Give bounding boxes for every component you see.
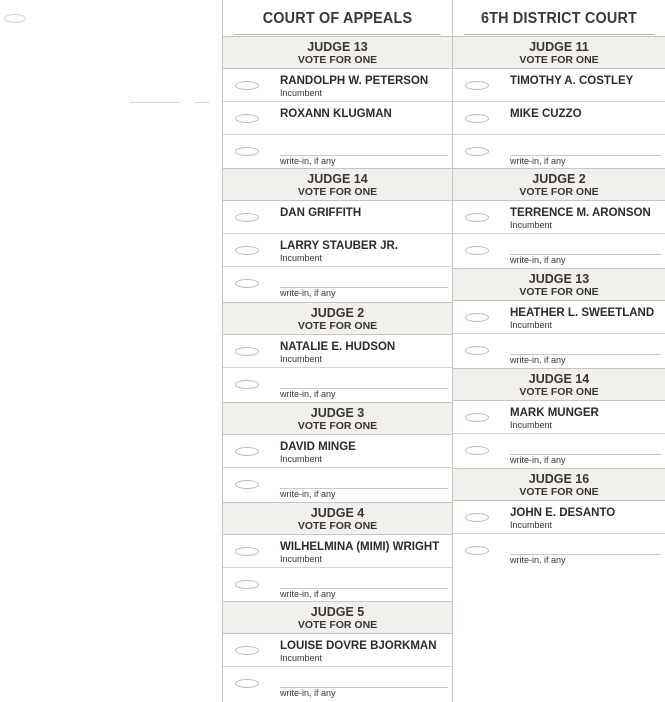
write-in-label: write-in, if any — [510, 555, 566, 565]
office-title: JUDGE 16 — [528, 472, 590, 486]
candidate-name: MIKE CUZZO — [510, 108, 582, 120]
write-in-label: write-in, if any — [510, 455, 566, 465]
race-header — [223, 402, 452, 435]
office-title: JUDGE 11 — [529, 40, 589, 54]
candidate-name: TIMOTHY A. COSTLEY — [510, 75, 634, 87]
write-in-oval[interactable] — [235, 380, 259, 389]
stray-line-mark — [130, 102, 180, 103]
write-in-oval[interactable] — [235, 679, 259, 688]
vote-for-instruction: VOTE FOR ONE — [297, 420, 378, 432]
write-in-label: write-in, if any — [280, 288, 336, 298]
race-header — [223, 36, 452, 69]
vote-oval[interactable] — [235, 114, 259, 123]
candidate-row — [453, 201, 665, 234]
office-title: JUDGE 5 — [310, 605, 365, 619]
candidate-row — [453, 401, 665, 434]
write-in-label: write-in, if any — [280, 589, 336, 599]
vote-oval[interactable] — [235, 447, 259, 456]
write-in-oval[interactable] — [465, 147, 489, 156]
candidate-row — [223, 234, 452, 267]
write-in-row — [223, 368, 452, 401]
incumbent-label: Incumbent — [280, 354, 323, 364]
incumbent-label: Incumbent — [280, 88, 323, 98]
write-in-oval[interactable] — [465, 246, 489, 255]
write-in-row — [453, 534, 665, 567]
candidate-name: ROXANN KLUGMAN — [280, 108, 392, 120]
race-header — [223, 601, 452, 634]
candidate-row — [223, 435, 452, 468]
vote-for-instruction: VOTE FOR ONE — [297, 186, 378, 198]
office-title: JUDGE 13 — [528, 272, 590, 286]
candidate-name: DAN GRIFFITH — [280, 207, 362, 219]
write-in-row — [223, 468, 452, 501]
incumbent-label: Incumbent — [280, 253, 323, 263]
race-header — [453, 468, 665, 501]
candidate-name: JOHN E. DESANTO — [510, 507, 616, 519]
race-header — [223, 302, 452, 335]
district-court-column — [453, 0, 665, 702]
write-in-row — [453, 135, 665, 168]
write-in-oval[interactable] — [465, 546, 489, 555]
vote-oval[interactable] — [235, 246, 259, 255]
write-in-row — [453, 334, 665, 367]
vote-oval[interactable] — [465, 513, 489, 522]
incumbent-label: Incumbent — [510, 520, 553, 530]
vote-for-instruction: VOTE FOR ONE — [297, 619, 378, 631]
write-in-label: write-in, if any — [510, 255, 566, 265]
vote-for-instruction: VOTE FOR ONE — [519, 186, 599, 198]
write-in-row — [223, 568, 452, 601]
candidate-name: LARRY STAUBER JR. — [280, 240, 398, 252]
candidate-name: TERRENCE M. ARONSON — [510, 207, 651, 219]
race-header — [223, 168, 452, 201]
candidate-name: DAVID MINGE — [280, 441, 356, 453]
candidate-row — [223, 102, 452, 135]
candidate-row — [223, 335, 452, 368]
vote-for-instruction: VOTE FOR ONE — [519, 286, 599, 298]
vote-for-instruction: VOTE FOR ONE — [297, 320, 378, 332]
vote-for-instruction: VOTE FOR ONE — [297, 520, 378, 532]
write-in-oval[interactable] — [465, 346, 489, 355]
vote-oval[interactable] — [465, 114, 489, 123]
incumbent-label: Incumbent — [280, 554, 323, 564]
vote-for-instruction: VOTE FOR ONE — [519, 386, 599, 398]
race-header — [223, 502, 452, 535]
write-in-oval[interactable] — [235, 580, 259, 589]
candidate-row — [223, 634, 452, 667]
race-header — [453, 268, 665, 301]
race-header — [453, 368, 665, 401]
vote-for-instruction: VOTE FOR ONE — [519, 54, 599, 66]
vote-oval[interactable] — [235, 547, 259, 556]
write-in-row — [223, 667, 452, 700]
write-in-row — [453, 434, 665, 467]
column-title: COURT OF APPEALS — [234, 0, 440, 35]
candidate-row — [453, 69, 665, 102]
office-title: JUDGE 4 — [310, 506, 365, 520]
candidate-name: NATALIE E. HUDSON — [280, 341, 396, 353]
candidate-row — [223, 535, 452, 568]
candidate-row — [223, 69, 452, 102]
candidate-row — [223, 201, 452, 234]
incumbent-label: Incumbent — [280, 653, 323, 663]
incumbent-label: Incumbent — [280, 454, 323, 464]
vote-oval[interactable] — [235, 646, 259, 655]
office-title: JUDGE 14 — [528, 372, 590, 386]
vote-oval[interactable] — [465, 413, 489, 422]
race-header — [453, 168, 665, 201]
office-title: JUDGE 2 — [532, 172, 586, 186]
write-in-oval[interactable] — [235, 147, 259, 156]
write-in-oval[interactable] — [235, 480, 259, 489]
write-in-oval[interactable] — [465, 446, 489, 455]
vote-oval[interactable] — [235, 81, 259, 90]
candidate-name: LOUISE DOVRE BJORKMAN — [280, 640, 437, 652]
court-of-appeals-column — [222, 0, 453, 702]
candidate-row — [453, 301, 665, 334]
vote-oval[interactable] — [465, 313, 489, 322]
write-in-row — [223, 135, 452, 168]
candidate-name: WILHELMINA (MIMI) WRIGHT — [280, 541, 440, 553]
write-in-row — [223, 267, 452, 300]
write-in-label: write-in, if any — [510, 355, 566, 365]
write-in-label: write-in, if any — [280, 688, 336, 698]
incumbent-label: Incumbent — [510, 420, 553, 430]
candidate-row — [453, 501, 665, 534]
candidate-name: MARK MUNGER — [510, 407, 599, 419]
write-in-row — [453, 234, 665, 267]
vote-oval[interactable] — [235, 213, 259, 222]
stray-line-mark — [195, 102, 209, 103]
candidate-name: RANDOLPH W. PETERSON — [280, 75, 429, 87]
incumbent-label: Incumbent — [510, 220, 553, 230]
write-in-label: write-in, if any — [280, 389, 336, 399]
office-title: JUDGE 13 — [307, 40, 368, 54]
office-title: JUDGE 14 — [307, 172, 368, 186]
vote-oval[interactable] — [465, 81, 489, 90]
office-title: JUDGE 2 — [310, 306, 365, 320]
write-in-label: write-in, if any — [510, 156, 566, 166]
vote-oval[interactable] — [465, 213, 489, 222]
vote-for-instruction: VOTE FOR ONE — [519, 486, 599, 498]
vote-for-instruction: VOTE FOR ONE — [297, 54, 378, 66]
incumbent-label: Incumbent — [510, 320, 553, 330]
write-in-label: write-in, if any — [280, 489, 336, 499]
race-header — [453, 36, 665, 69]
vote-oval[interactable] — [235, 347, 259, 356]
stray-oval-mark — [4, 14, 26, 23]
column-title: 6TH DISTRICT COURT — [464, 0, 655, 35]
office-title: JUDGE 3 — [310, 406, 365, 420]
write-in-oval[interactable] — [235, 279, 259, 288]
candidate-row — [453, 102, 665, 135]
write-in-label: write-in, if any — [280, 156, 336, 166]
candidate-name: HEATHER L. SWEETLAND — [510, 307, 655, 319]
